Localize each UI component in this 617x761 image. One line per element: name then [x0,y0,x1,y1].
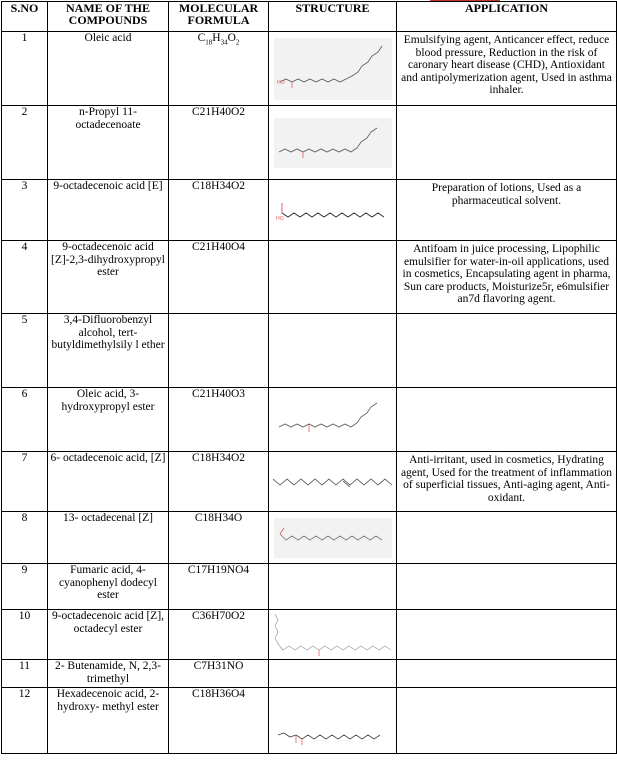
table-row [2,452,617,512]
header-structure: STRUCTURE [269,2,397,32]
formula-cell [169,314,269,388]
compound-name-cell: 2- Butenamide, N, 2,3-trimethyl [48,660,169,688]
sno-cell: 9 [2,564,48,610]
sno-cell: 4 [2,241,48,314]
skeletal-structure-icon [271,471,395,493]
header-row [2,2,617,32]
structure-cell [269,106,397,180]
formula-cell: C21H40O3 [169,388,269,452]
structure-cell [269,32,397,106]
table-row [2,610,617,660]
formula-count: 34 [220,38,228,47]
structure-cell [269,610,397,660]
formula-cell [169,32,269,106]
structure-cell [269,564,397,610]
skeletal-structure-icon [271,612,395,658]
sno-cell: 2 [2,106,48,180]
structure-cell [269,688,397,754]
compound-name-cell: 9-octadecenoic acid [E] [48,180,169,241]
table-row [2,564,617,610]
skeletal-structure-icon [274,118,392,168]
compound-name-cell: Hexadecenoic acid, 2-hydroxy- methyl ester [48,688,169,754]
formula-cell: C17H19NO4 [169,564,269,610]
formula-cell: C18H34O2 [169,180,269,241]
formula-cell: C36H70O2 [169,610,269,660]
sno-cell: 6 [2,388,48,452]
application-cell [397,564,617,610]
skeletal-structure-icon [274,395,392,445]
table-row [2,106,617,180]
header-name: NAME OF THE COMPOUNDS [48,2,169,32]
formula-cell: C21H40O2 [169,106,269,180]
compound-name-cell: 6- octadecenoic acid, [Z] [48,452,169,512]
structure-cell [269,314,397,388]
formula-cell: C18H36O4 [169,688,269,754]
header-formula: MOLECULAR FORMULA [169,2,269,32]
structure-cell [269,452,397,512]
formula-element: C [197,32,206,44]
application-cell [397,106,617,180]
skeletal-structure-icon [274,38,392,100]
skeletal-structure-icon [274,195,392,225]
structure-cell [269,660,397,688]
compound-name-cell: 3,4-Difluorobenzyl alcohol, tert-butyldimethylsily l ether [48,314,169,388]
table-row [2,388,617,452]
sno-cell: 7 [2,452,48,512]
compound-name-cell: Oleic acid, 3-hydroxypropyl ester [48,388,169,452]
structure-cell [269,241,397,314]
compound-name-cell: n-Propyl 11-octadecenoate [48,106,169,180]
application-cell [397,512,617,564]
structure-cell [269,180,397,241]
sno-cell: 5 [2,314,48,388]
formula-cell: C18H34O [169,512,269,564]
skeletal-structure-icon [274,518,392,558]
compound-name-cell: Oleic acid [48,32,169,106]
svg-text:HO: HO [275,216,284,222]
formula-cell: C18H34O2 [169,452,269,512]
compound-name-cell: Fumaric acid, 4-cyanophenyl dodecyl ester [48,564,169,610]
structure-cell [269,388,397,452]
formula-cell: C7H31NO [169,660,269,688]
application-cell: Antifoam in juice processing, Lipophilic emulsifier for water-in-oil applications, used in cosmetics, Encapsulating agent in pharma, Sun care products, Moisturize5r, e6mulsifier an7d flavoring agent. [397,241,617,314]
sno-cell: 11 [2,660,48,688]
compound-name-cell: 13- octadecenal [Z] [48,512,169,564]
table-row [2,32,617,106]
sno-cell: 1 [2,32,48,106]
table-row [2,660,617,688]
sno-cell: 8 [2,512,48,564]
skeletal-structure-icon [274,723,392,753]
sno-cell: 3 [2,180,48,241]
formula-element: H [212,32,221,44]
application-cell [397,314,617,388]
table-row [2,314,617,388]
table-row [2,241,617,314]
application-cell: Anti-irritant, used in cosmetics, Hydrating agent, Used for the treatment of inflammation of superficial tissues, Anti-aging agent, Anti-oxidant. [397,452,617,512]
svg-text:HO: HO [276,79,285,86]
table-row [2,180,617,241]
formula-cell: C21H40O4 [169,241,269,314]
formula-count: 2 [235,38,240,47]
application-cell: Preparation of lotions, Used as a pharmaceutical solvent. [397,180,617,241]
sno-cell: 10 [2,610,48,660]
header-sno: S.NO [2,2,48,32]
formula-count: 18 [205,38,213,47]
application-cell: Emulsifying agent, Anticancer effect, reduce blood pressure, Reduction in the risk of caronary heart disease (CHD), Antioxidant and antipolymerization agent, Used in asthma inhaler. [397,32,617,106]
application-cell [397,660,617,688]
compound-name-cell: 9-octadecenoic acid [Z]-2,3-dihydroxypropyl ester [48,241,169,314]
table-row [2,512,617,564]
table-row [2,688,617,754]
compound-name-cell: 9-octadecenoic acid [Z], octadecyl ester [48,610,169,660]
application-cell [397,610,617,660]
structure-cell [269,512,397,564]
application-cell [397,388,617,452]
sno-cell: 12 [2,688,48,754]
formula-element: O [227,32,236,44]
header-application: APPLICATION [397,2,617,32]
application-cell [397,688,617,754]
compounds-table [1,1,617,754]
